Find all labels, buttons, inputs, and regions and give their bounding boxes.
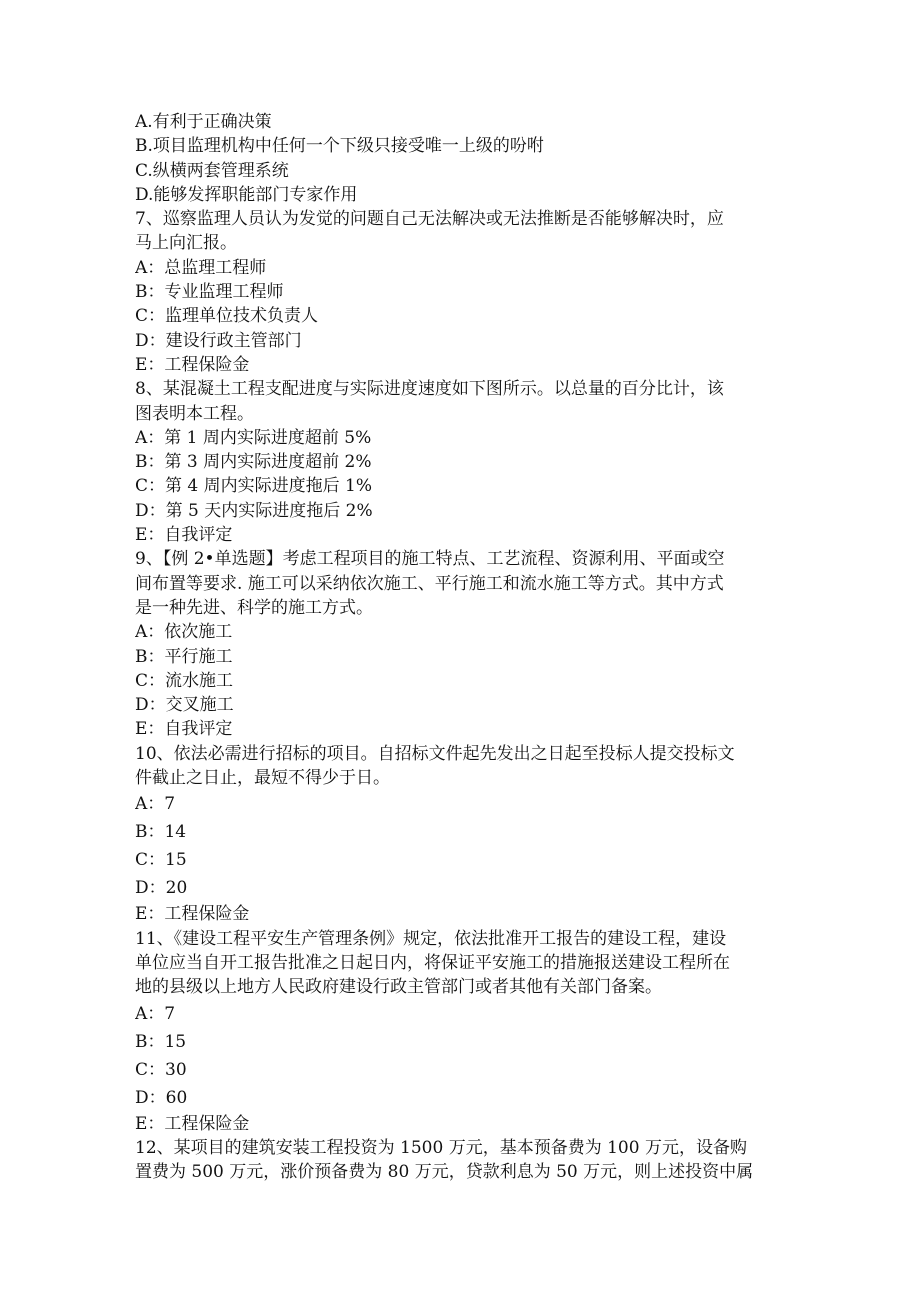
text-line: D：20	[135, 878, 188, 899]
text-line: E：自我评定	[135, 525, 233, 546]
text-line: D：交叉施工	[135, 695, 234, 716]
text-line: A：7	[135, 1003, 176, 1024]
text-line: C：监理单位技术负责人	[135, 306, 319, 327]
text-line: 间布置等要求. 施工可以采纳依次施工、平行施工和流水施工等方式。其中方式	[135, 573, 724, 594]
text-line: E：工程保险金	[135, 1113, 250, 1134]
document-body	[135, 110, 790, 1184]
text-line: 单位应当自开工报告批准之日起日内，将保证平安施工的措施报送建设工程所在	[135, 952, 730, 973]
text-line: C：15	[135, 850, 187, 871]
text-line: D.能够发挥职能部门专家作用	[135, 184, 358, 205]
text-line: 11、《建设工程平安生产管理条例》规定，依法批准开工报告的建设工程，建设	[135, 928, 727, 949]
text-line: C.纵横两套管理系统	[135, 160, 289, 181]
text-line: 10、依法必需进行招标的项目。自招标文件起先发出之日起至投标人提交投标文	[135, 743, 735, 764]
text-line: A：依次施工	[135, 622, 233, 643]
text-line: 图表明本工程。	[135, 403, 254, 424]
text-line: 件截止之日止，最短不得少于日。	[135, 768, 390, 789]
text-line: A：7	[135, 794, 176, 815]
text-line: C：30	[135, 1059, 187, 1080]
text-line: A.有利于正确决策	[135, 112, 272, 132]
text-line: 12、某项目的建筑安装工程投资为 1500 万元，基本预备费为 100 万元，设备购	[135, 1137, 747, 1158]
text-line: 是一种先进、科学的施工方式。	[135, 597, 373, 618]
text-line: B：第 3 周内实际进度超前 2%	[135, 452, 372, 473]
text-line: D：60	[135, 1087, 188, 1108]
text-line: D：建设行政主管部门	[135, 330, 302, 351]
text-line: E：工程保险金	[135, 904, 250, 925]
text-line: A：总监理工程师	[135, 257, 267, 278]
text-line: C：第 4 周内实际进度拖后 1%	[135, 476, 373, 497]
text-line: D：第 5 天内实际进度拖后 2%	[135, 500, 373, 521]
text-line: B.项目监理机构中任何一个下级只接受唯一上级的吩咐	[135, 136, 544, 157]
text-line: 置费为 500 万元，涨价预备费为 80 万元，贷款利息为 50 万元，则上述投资中属	[135, 1162, 754, 1183]
text-line: C：流水施工	[135, 670, 234, 691]
text-line: 7、巡察监理人员认为发觉的问题自己无法解决或无法推断是否能够解决时，应	[135, 209, 724, 230]
text-line: B：14	[135, 822, 187, 843]
text-line: B：平行施工	[135, 646, 233, 667]
text-line: B：专业监理工程师	[135, 282, 284, 303]
text-line: 8、某混凝土工程支配进度与实际进度速度如下图所示。以总量的百分比计，该	[135, 379, 724, 400]
text-line: E：自我评定	[135, 719, 233, 740]
text-line: 9、【例 2•单选题】考虑工程项目的施工特点、工艺流程、资源利用、平面或空	[135, 549, 725, 570]
text-line: A：第 1 周内实际进度超前 5%	[135, 427, 372, 448]
text-line: 马上向汇报。	[135, 233, 237, 254]
text-line: B：15	[135, 1031, 187, 1052]
text-line: E：工程保险金	[135, 354, 250, 375]
text-line: 地的县级以上地方人民政府建设行政主管部门或者其他有关部门备案。	[135, 977, 662, 998]
